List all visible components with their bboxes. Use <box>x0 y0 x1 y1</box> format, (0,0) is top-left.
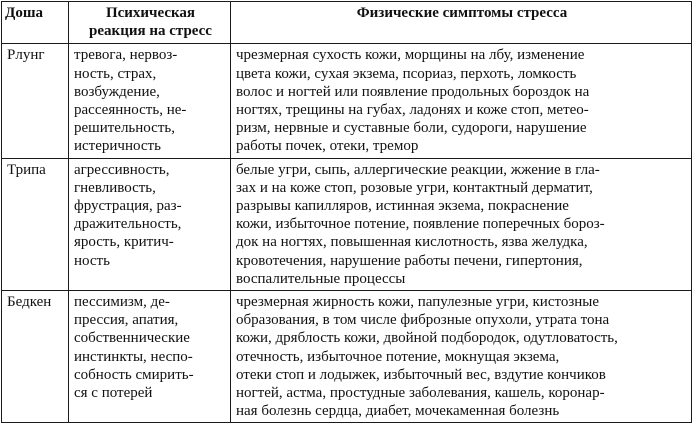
physical-line: зах и на коже стоп, розовые угри, контактный дерматит, <box>236 179 593 196</box>
physical-line: волос и ногтей или появление продольных бороздок на <box>236 83 590 100</box>
cell-psychic <box>69 158 231 290</box>
psych-line: тревога, нервоз- <box>74 47 178 64</box>
physical-line: белые угри, сыпь, аллергические реакции, жжение в гла- <box>236 161 600 178</box>
psych-line: дражительность, <box>74 216 182 233</box>
psych-line: рассеянность, не- <box>74 102 187 119</box>
header-physical-symptoms <box>231 2 692 44</box>
psych-line: инстинкты, неспо- <box>74 348 193 365</box>
table-row-rlung <box>2 44 692 158</box>
table-header-row <box>2 2 692 44</box>
cell-physical <box>231 158 692 290</box>
psych-line: ся с потерей <box>74 385 153 402</box>
dosha-name: Рлунг <box>7 47 45 64</box>
physical-line: чрезмерная жирность кожи, папулезные угри, кистозные <box>236 294 600 311</box>
cell-psychic <box>69 291 231 423</box>
physical-line: разрывы капилляров, истинная экзема, покраснение <box>236 198 569 215</box>
physical-line: кожи, избыточное потение, появление поперечных бороз- <box>236 216 605 233</box>
psych-line: возбуждение, <box>74 83 160 100</box>
cell-psychic <box>69 44 231 158</box>
header-psychic-line: Психическая <box>105 5 196 21</box>
physical-line: отеки стоп и лодыжек, избыточный вес, вздутие кончиков <box>236 366 606 383</box>
cell-physical <box>231 291 692 423</box>
cell-dosha <box>2 291 69 423</box>
psych-line: агрессивность, <box>74 161 170 178</box>
psych-line: собность смирить- <box>74 366 194 383</box>
table-row-tripa <box>2 158 692 290</box>
psych-line: истеричность <box>74 138 161 155</box>
header-psychic-line: реакция на стресс <box>89 23 212 40</box>
physical-line: ногтях, трещины на губах, ладонях и коже стоп, метео- <box>236 102 589 119</box>
dosha-stress-table <box>1 1 692 423</box>
psych-line: пессимизм, де- <box>74 294 170 311</box>
psych-line: ность <box>74 252 110 269</box>
physical-line: цвета кожи, сухая экзема, псориаз, перхоть, ломкость <box>236 65 577 82</box>
psych-line: гневливость, <box>74 179 156 196</box>
physical-line: кожи, дряблость кожи, двойной подбородок, одутловатость, <box>236 330 618 347</box>
physical-line: док на ногтях, повышенная кислотность, язва желудка, <box>236 234 588 251</box>
cell-dosha <box>2 158 69 290</box>
physical-line: воспалительные процессы <box>236 270 406 287</box>
physical-line: чрезмерная сухость кожи, морщины на лбу, изменение <box>236 47 585 64</box>
header-physical-label: Физические симптомы стресса <box>356 5 568 21</box>
physical-line: отечность, избыточное потение, мокнущая экзема, <box>236 348 560 365</box>
header-dosha <box>2 2 69 44</box>
physical-line: ризм, нервные и суставные боли, судороги, нарушение <box>236 120 587 137</box>
physical-line: работы почек, отеки, тремор <box>236 138 419 155</box>
psych-line: собственнические <box>74 330 190 347</box>
dosha-name: Трипа <box>7 161 46 178</box>
dosha-name: Бедкен <box>7 294 52 311</box>
physical-line: образования, в том числе фиброзные опухоли, утрата тона <box>236 312 610 329</box>
header-dosha-label: Доша <box>5 5 43 21</box>
physical-line: кровотечения, нарушение работы печени, гипертония, <box>236 252 583 269</box>
psych-line: решительность, <box>74 120 175 137</box>
psych-line: фрустрация, раз- <box>74 198 182 215</box>
table-row-bedken <box>2 291 692 423</box>
psych-line: ярость, критич- <box>74 234 174 251</box>
physical-line: ногтей, астма, простудные заболевания, кашель, коронар- <box>236 385 605 402</box>
header-psychic-reaction <box>69 2 231 44</box>
cell-physical <box>231 44 692 158</box>
psych-line: ность, страх, <box>74 65 157 82</box>
cell-dosha <box>2 44 69 158</box>
psych-line: прессия, апатия, <box>74 312 179 329</box>
physical-line: ная болезнь сердца, диабет, мочекаменная болезнь <box>236 403 560 420</box>
